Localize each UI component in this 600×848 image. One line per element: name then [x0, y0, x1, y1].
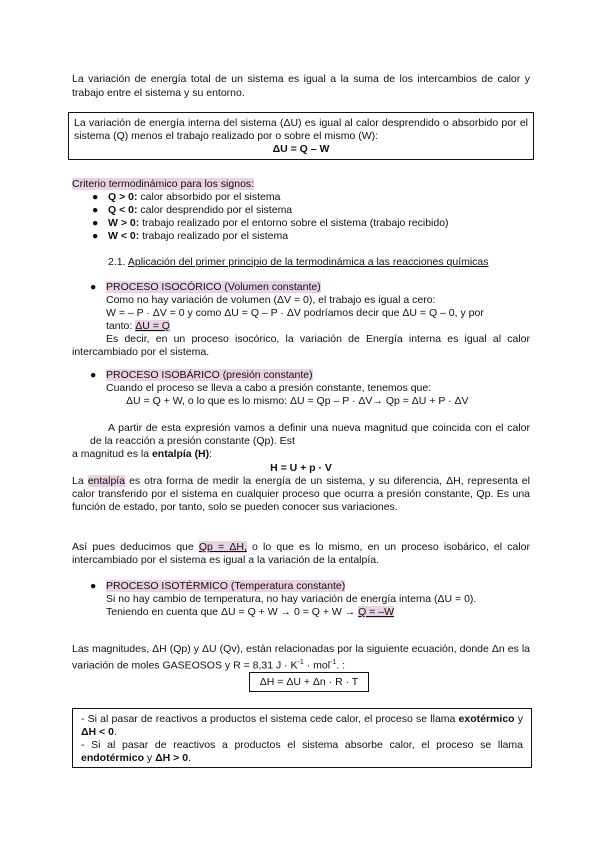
list-item — [92, 191, 532, 204]
section-heading — [108, 255, 538, 269]
isothermal-title: PROCESO ISOTÉRMICO (Temperatura constante) — [106, 580, 346, 592]
endothermic-text: y — [144, 752, 156, 764]
isochoric-line: Es decir, en un proceso isocórico, la variación de Energía interna es igual al calor — [106, 333, 530, 345]
section-title: Aplicación del primer principio de la termodinámica a las reacciones químicas — [127, 256, 489, 268]
magnitudes-paragraph — [72, 643, 530, 673]
isochoric-result: ΔU = Q — [135, 320, 170, 332]
energy-formula-text: ΔU = Q – W — [272, 143, 330, 155]
exponent: -1 — [330, 659, 337, 666]
list-item — [92, 204, 532, 217]
enthalpy-highlight: entalpía — [87, 475, 126, 487]
isothermal-result: Q = –W — [358, 606, 395, 618]
exothermic-term: exotérmico — [458, 713, 515, 725]
sign-symbol: Q < 0: — [108, 204, 138, 216]
qp-text: Así pues deducimos que — [72, 541, 199, 553]
energy-formula — [74, 143, 528, 156]
sign-text: calor absorbido por el sistema — [137, 191, 281, 203]
sign-symbol: Q > 0: — [108, 191, 138, 203]
qp-paragraph — [72, 541, 530, 567]
sign-criteria — [72, 178, 532, 243]
isobaric-line: ΔU = Q + W, o lo que es lo mismo: ΔU = Qp – P · ΔV→ Qp = ΔU + P · ΔV — [126, 395, 469, 407]
list-item — [92, 230, 532, 243]
exo-endo-box — [72, 708, 532, 768]
isobaric-title: PROCESO ISOBÁRICO (presión constante) — [106, 369, 313, 381]
enthalpy-paragraph — [72, 422, 530, 448]
endothermic-sign: ΔH > 0 — [155, 752, 189, 764]
magnitudes-text: . : — [336, 659, 346, 672]
intro-paragraph — [72, 72, 530, 100]
sign-text: trabajo realizado por el sistema — [139, 230, 289, 242]
enthalpy-text: a magnitud es la — [72, 448, 152, 460]
relation-formula-box — [249, 672, 369, 692]
enthalpy-paragraph-b — [72, 448, 530, 461]
exponent: -1 — [297, 659, 304, 666]
isochoric-line: Como no hay variación de volumen (ΔV = 0), el trabajo es igual a cero: — [106, 294, 436, 306]
exothermic-text: - Si al pasar de reactivos a productos el sistema cede calor, el proceso se llama — [81, 713, 459, 725]
isochoric-line: W = – P · ΔV = 0 y como ΔU = Q – P · ΔV podríamos decir que ΔU = Q – 0, y por — [106, 307, 484, 319]
enthalpy-text: La — [72, 475, 88, 487]
exothermic-sign: ΔH < 0 — [81, 726, 114, 738]
section-number: 2.1. — [108, 256, 126, 268]
enthalpy-text: es otra forma de medir la energía de un sistema, y su diferencia, ΔH, representa el calor transferido por el sistema en cualquier proceso que ocurra a presión constante, Qp. Es una función de estado, por tanto, solo se pueden conocer sus variaciones. — [72, 475, 530, 513]
exothermic-text: y — [514, 713, 523, 725]
exothermic-text: . — [113, 726, 117, 738]
sign-text: calor desprendido por el sistema — [137, 204, 293, 216]
isochoric-section — [72, 281, 530, 359]
isobaric-section — [90, 369, 530, 408]
bullet-icon: ● — [90, 580, 97, 592]
bullet-icon: ● — [90, 281, 97, 293]
endothermic-term: endotérmico — [81, 752, 145, 764]
relation-formula: ΔH = ΔU + Δn · R · T — [259, 676, 359, 688]
qp-text: o lo que es lo mismo, en un proceso isobárico, el calor intercambiado por el sistema es igual a la variación de la entalpía. — [72, 541, 531, 566]
sign-criteria-list — [92, 191, 532, 243]
sign-symbol: W > 0: — [108, 217, 140, 229]
intro-text: La variación de energía total de un sistema es igual a la suma de los intercambios de calor y trabajo entre el sistema y su entorno. — [72, 73, 530, 99]
list-item — [92, 217, 532, 230]
exothermic-item — [81, 713, 523, 739]
isobaric-line: Cuando el proceso se lleva a cabo a presión constante, tenemos que: — [106, 382, 432, 394]
enthalpy-definition — [72, 475, 530, 514]
isothermal-line: Teniendo en cuenta que ΔU = Q + W → 0 = Q + W → — [106, 606, 359, 618]
enthalpy-formula-text: H = U + p · V — [270, 462, 332, 474]
enthalpy-formula — [72, 462, 530, 475]
bullet-icon: ● — [92, 230, 99, 242]
endothermic-text: - Si al pasar de reactivos a productos el sistema absorbe calor, el proceso se llama — [81, 739, 523, 751]
sign-criteria-title: Criterio termodinámico para los signos: — [72, 178, 255, 190]
endothermic-item — [81, 739, 523, 765]
magnitudes-text: Las magnitudes, ΔH (Qp) y ΔU (Qv), están relacionadas por la siguiente ecuación, donde Δn es la variación de moles GASEOSOS y R = 8,31 J · K — [72, 643, 530, 672]
sign-symbol: W < 0: — [108, 230, 140, 242]
isothermal-section — [90, 580, 530, 619]
bullet-icon: ● — [92, 191, 99, 203]
isothermal-line: Si no hay cambio de temperatura, no hay variación de energía interna (ΔU = 0). — [106, 593, 477, 605]
energy-definition-text: La variación de energía interna del sistema (ΔU) es igual al calor desprendido o absorbido por el sistema (Q) menos el trabajo realizado por o sobre el mismo (W): — [74, 117, 528, 142]
enthalpy-term: entalpía (H) — [151, 448, 210, 460]
magnitudes-text: · mol — [303, 659, 331, 672]
qp-result: Qp = ΔH, — [198, 541, 247, 553]
enthalpy-text: : — [209, 448, 213, 460]
isochoric-line: tanto: — [106, 320, 136, 332]
endothermic-text: . — [188, 752, 191, 764]
enthalpy-text: A partir de esta expresión vamos a definir una nueva magnitud que coincida con el calor de la reacción a presión constante (Qp). Est — [90, 422, 530, 447]
isochoric-title: PROCESO ISOCÓRICO (Volumen constante) — [106, 281, 321, 293]
bullet-icon: ● — [92, 217, 99, 229]
sign-text: trabajo realizado por el entorno sobre el sistema (trabajo recibido) — [139, 217, 449, 229]
bullet-icon: ● — [92, 204, 99, 216]
bullet-icon: ● — [90, 369, 97, 381]
isochoric-line: intercambiado por el sistema. — [72, 346, 210, 358]
energy-definition-box — [68, 112, 534, 160]
